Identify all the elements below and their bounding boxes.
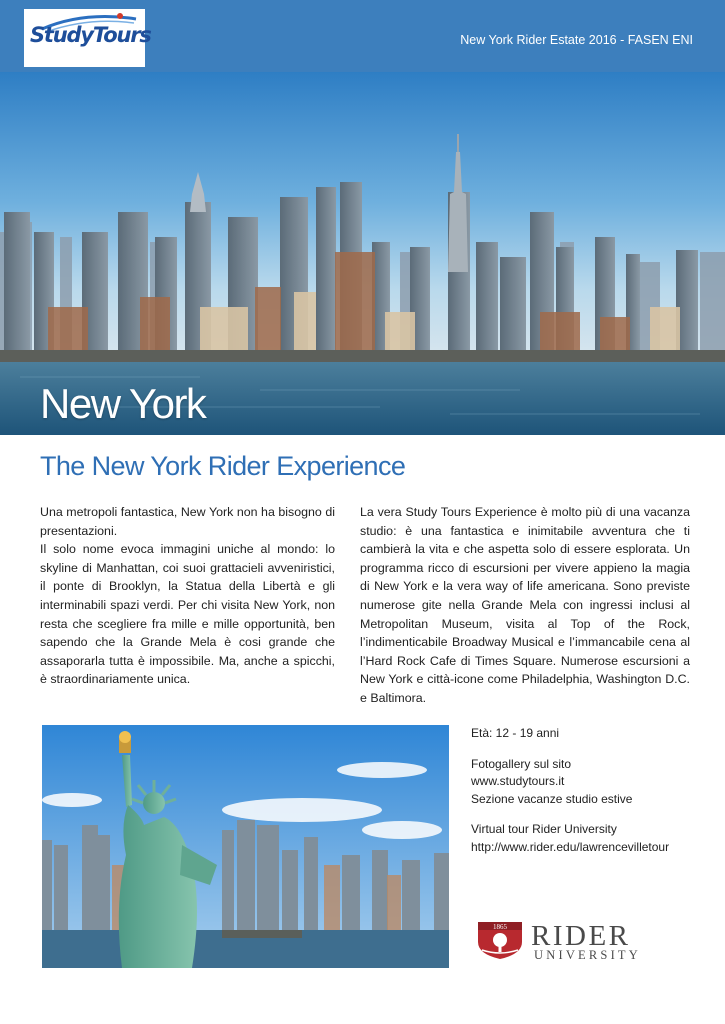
header-title: New York Rider Estate 2016 - FASEN ENI (460, 33, 693, 47)
study-tours-logo[interactable] (24, 9, 151, 67)
gallery-label: Fotogallery sul sito (471, 756, 572, 771)
section-title: The New York Rider Experience (40, 451, 406, 481)
logo-text: StudyTours (30, 23, 151, 47)
left-paragraph-1: Una metropoli fantastica, New York non ha bisogno di presentazioni. (40, 505, 335, 538)
svg-text:1865: 1865 (493, 923, 507, 931)
virtual-tour-label: Virtual tour Rider University (471, 822, 617, 836)
info-block (471, 725, 711, 856)
rider-subtitle: UNIVERSITY (534, 948, 641, 962)
virtual-tour-link[interactable]: http://www.rider.edu/lawrencevilletour (471, 839, 670, 854)
rider-university-logo (476, 920, 696, 962)
left-paragraph-2: Il solo nome evoca immagini uniche al mondo: lo skyline di Manhattan, coi suoi grattacieli avveniristici, il ponte di Brooklyn, la Statua della Libertà e gli interminabili spazi verdi. Per chi visita New York, non resta che scegliere fra mille e mille opportunità, ben sapendo che la Grande Mela è cosi grande che assaporarla tutta è impossibile. Ma, anche a spicchi, è straordinariamente unica. (40, 542, 335, 687)
rider-name: RIDER (531, 920, 631, 952)
age-range: Età: 12 - 19 anni (471, 726, 560, 740)
left-text-column (40, 503, 335, 689)
hero-title: New York (40, 380, 206, 427)
header-bar (0, 0, 725, 72)
rider-shield-icon (476, 920, 524, 960)
gallery-link[interactable]: www.studytours.it (471, 774, 565, 788)
statue-of-liberty-photo (42, 725, 449, 968)
right-paragraph-1: La vera Study Tours Experience è molto più di una vacanza studio: è una fantastica e inimitabile avventura che ti cambierà la vita e che aspetta solo di essere esplorata. Un programma ricco di escursioni per vivere appieno la magia di New York e la vera way of life americana. Sono previste numerose gite nella Grande Mela con ingressi inclusi al Metropolitan Museum, visita al Top of the Rock, l’indimenticabile Broadway Musical e l’immancabile cena al l’Hard Rock Cafe di Times Square. Numerose escursioni a New York e città-icone come Philadelphia, Washington D.C. e Baltimora. (360, 505, 690, 705)
right-text-column (360, 503, 690, 708)
gallery-section: Sezione vacanze studio estive (471, 791, 633, 806)
